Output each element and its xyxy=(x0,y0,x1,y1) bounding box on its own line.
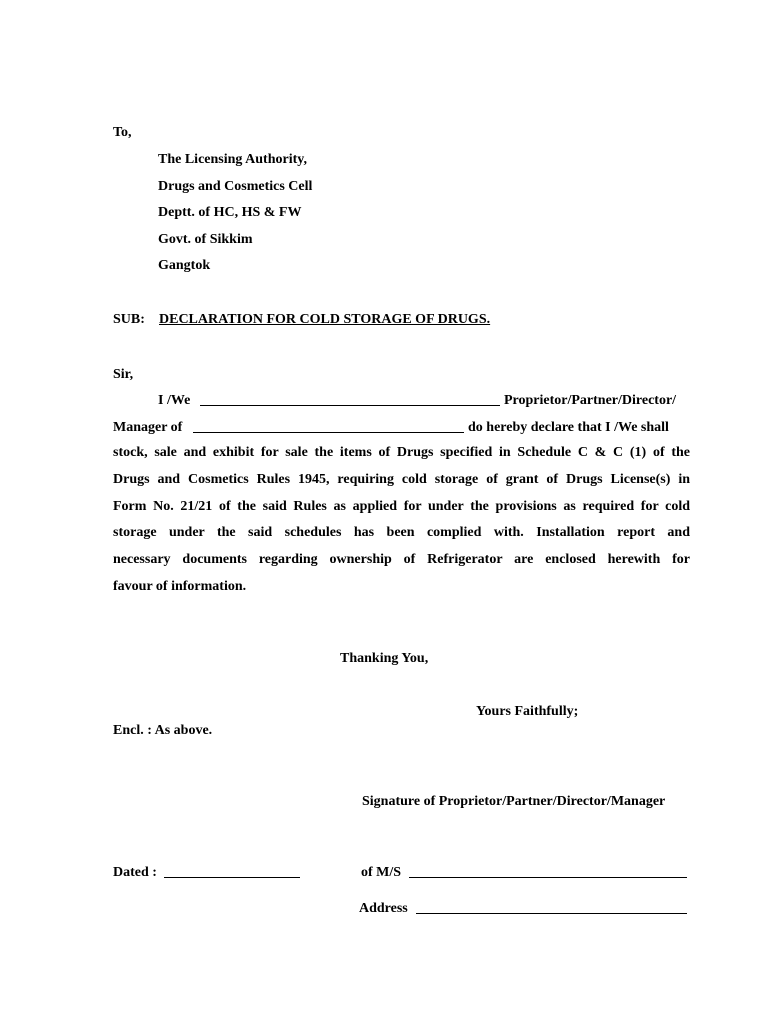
address-blank-line[interactable] xyxy=(416,901,687,914)
date-blank-line[interactable] xyxy=(164,865,300,878)
address-line-city: Gangtok xyxy=(158,258,211,273)
body-line2-suffix: do hereby declare that I /We shall xyxy=(468,420,669,435)
subject-text: DECLARATION FOR COLD STORAGE OF DRUGS. xyxy=(159,312,491,327)
body-line: necessary documents regarding ownership of Refrigerator are enclosed herewith for xyxy=(113,552,690,568)
body-last-line: favour of information. xyxy=(113,578,247,594)
dated-label: Dated : xyxy=(113,865,157,880)
salutation-to: To, xyxy=(113,125,132,140)
closing-text: Yours Faithfully; xyxy=(476,704,579,719)
subject-label: SUB: xyxy=(113,312,145,327)
body-line: Drugs and Cosmetics Rules 1945, requiring cold storage of grant of Drugs License(s) in xyxy=(113,471,690,487)
thanking-text: Thanking You, xyxy=(340,651,429,666)
firm-blank-line[interactable] xyxy=(409,865,687,878)
address-line-authority: The Licensing Authority, xyxy=(158,152,307,167)
address-line-department: Deptt. of HC, HS & FW xyxy=(158,205,302,220)
address-line-cell: Drugs and Cosmetics Cell xyxy=(158,179,313,194)
name-blank-line[interactable] xyxy=(200,393,500,406)
address-label: Address xyxy=(359,901,408,916)
firm-label: of M/S xyxy=(361,865,402,880)
body-line: storage under the said schedules has been complied with. Installation report and xyxy=(113,525,690,541)
body-paragraph xyxy=(113,440,690,601)
body-line1-prefix: I /We xyxy=(158,393,191,408)
signature-label: Signature of Proprietor/Partner/Director/Manager xyxy=(362,794,666,809)
greeting: Sir, xyxy=(113,367,134,382)
body-line: Form No. 21/21 of the said Rules as applied for under the provisions as required for cold xyxy=(113,498,690,514)
body-line2-prefix: Manager of xyxy=(113,420,183,435)
body-line1-suffix: Proprietor/Partner/Director/ xyxy=(504,393,677,408)
enclosure-text: Encl. : As above. xyxy=(113,723,213,738)
body-line: stock, sale and exhibit for sale the items of Drugs specified in Schedule C & C (1) of the xyxy=(113,445,690,460)
address-line-government: Govt. of Sikkim xyxy=(158,232,253,247)
firm-name-blank-line[interactable] xyxy=(193,420,464,433)
